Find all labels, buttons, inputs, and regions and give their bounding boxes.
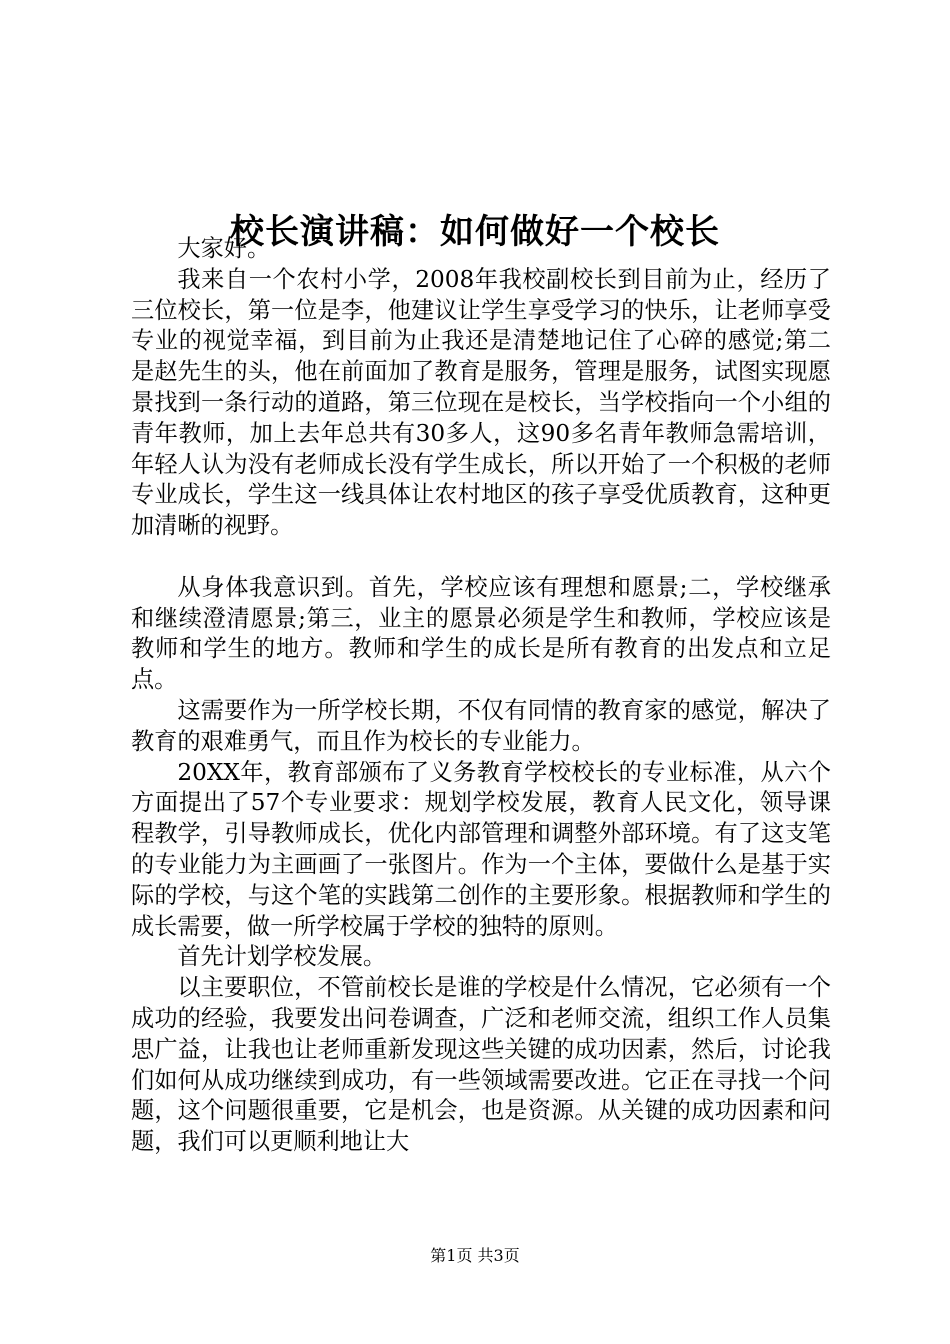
paragraph-background: 我来自一个农村小学，2008年我校副校长到目前为止，经历了三位校长，第一位是李，他建议让学生享受学习的快乐，让老师享受专业的视觉幸福，到目前为止我还是清楚地记住了心碎的感觉;第二是赵先生的头，他在前面加了教育是服务，管理是服务，试图实现愿景找到一条行动的道路，第三位现在是校长，当学校指向一个小组的青年教师，加上去年总共有30多人，这90多名青年教师急需培训，年轻人认为没有老师成长没有学生成长，所以开始了一个积极的老师专业成长，学生这一线具体让农村地区的孩子享受优质教育，这种更加清晰的视野。 — [131, 265, 831, 540]
paragraph-greeting: 大家好。 — [177, 235, 271, 262]
document-body — [131, 234, 831, 1158]
paragraph-requirement: 这需要作为一所学校长期，不仅有同情的教育家的感觉，解决了教育的艰难勇气，而且作为校长的专业能力。 — [131, 696, 831, 755]
document-title: 校长演讲稿：如何做好一个校长 — [230, 211, 720, 252]
paragraph-realization: 从身体我意识到。首先，学校应该有理想和愿景;二，学校继承和继续澄清愿景;第三，业主的愿景必须是学生和教师，学校应该是教师和学生的地方。教师和学生的成长是所有教育的出发点和立足点。 — [131, 573, 831, 694]
page-footer: 第1页 共3页 — [430, 1246, 520, 1265]
paragraph-standard: 20XX年，教育部颁布了义务教育学校校长的专业标准，从六个方面提出了57个专业要求：规划学校发展，教育人民文化，领导课程教学，引导教师成长，优化内部管理和调整外部环境。有了这支笔的专业能力为主画画了一张图片。作为一个主体，要做什么是基于实际的学校，与这个笔的实践第二创作的主要形象。根据教师和学生的成长需要，做一所学校属于学校的独特的原则。 — [131, 758, 831, 940]
paragraph-plan-detail: 以主要职位，不管前校长是谁的学校是什么情况，它必须有一个成功的经验，我要发出问卷调查，广泛和老师交流，组织工作人员集思广益，让我也让老师重新发现这些关键的成功因素，然后，讨论我们如何从成功继续到成功，有一些领域需要改进。它正在寻找一个问题，这个问题很重要，它是机会，也是资源。从关键的成功因素和问题，我们可以更顺利地让大 — [131, 974, 831, 1156]
paragraph-plan-heading: 首先计划学校发展。 — [177, 943, 387, 971]
